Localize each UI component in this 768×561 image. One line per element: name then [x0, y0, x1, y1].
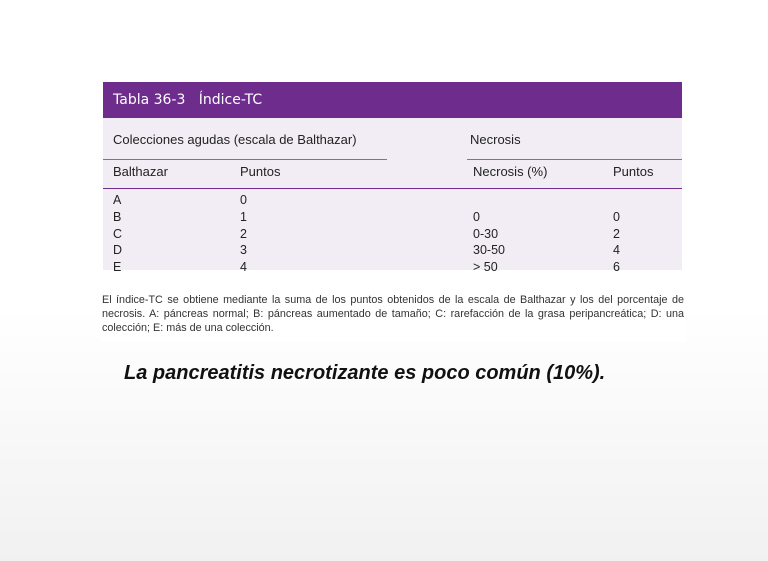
balthazar-grade: D [113, 243, 123, 258]
necrosis-points: 2 [613, 226, 620, 241]
header-rule [103, 188, 682, 189]
column-header-balthazar: Balthazar [113, 164, 168, 179]
balthazar-grade: A [113, 193, 122, 207]
table-title: Tabla 36-3 Índice-TC [103, 82, 682, 118]
balthazar-points: 0 [240, 193, 247, 207]
group-rule-right [467, 159, 682, 160]
necrosis-points: 6 [613, 260, 620, 275]
balthazar-points: 3 [240, 243, 247, 258]
necrosis-percent: 0-30 [473, 226, 499, 241]
balthazar-grade: C [113, 226, 123, 241]
balthazar-grade: E [113, 260, 122, 275]
necrosis-percent: > 50 [473, 260, 498, 275]
balthazar-points: 1 [240, 209, 247, 224]
balthazar-grade: B [113, 209, 122, 224]
group-header-balthazar: Colecciones agudas (escala de Balthazar) [113, 132, 357, 147]
column-header-necrosis-percent: Necrosis (%) [473, 164, 548, 179]
necrosis-percent: 30-50 [473, 243, 505, 258]
balthazar-points: 4 [240, 260, 247, 275]
group-header-necrosis: Necrosis [470, 132, 521, 147]
ct-index-table [100, 82, 686, 342]
necrosis-points: 0 [613, 209, 620, 224]
column-header-necrosis-points: Puntos [613, 164, 654, 179]
necrosis-points: 4 [613, 243, 620, 258]
table-footnote: El índice-TC se obtiene mediante la suma de los puntos obtenidos de la escala de Balthazar y los del porcentaje de necrosis. A: páncreas normal; B: páncreas aumentado de tamaño; C: rarefacción de la grasa peripancreática; D: una colección; E: más de una colección. [102, 294, 684, 334]
table-body [103, 118, 682, 275]
column-header-points: Puntos [240, 164, 281, 179]
slide-caption: La pancreatitis necrotizante es poco común (10%). [124, 362, 606, 384]
necrosis-percent: 0 [473, 209, 480, 224]
balthazar-points: 2 [240, 226, 247, 241]
group-rule-left [103, 159, 387, 160]
